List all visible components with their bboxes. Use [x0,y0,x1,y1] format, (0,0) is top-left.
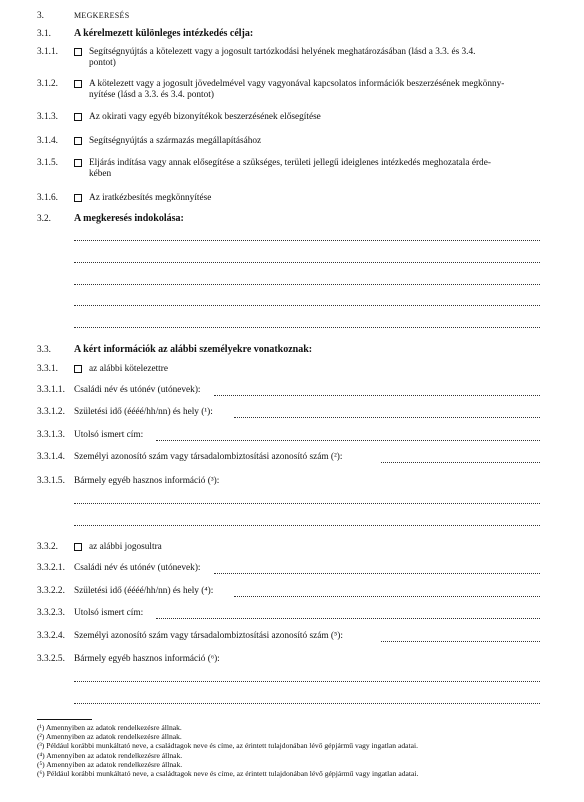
g2-f5-line-2[interactable] [74,703,540,704]
footnote-1: (¹) Amennyiben az adatok rendelkezésre állnak. [37,723,182,732]
item-313-checkbox[interactable] [74,113,82,121]
g1-f5-number: 3.3.1.5. [37,476,65,486]
footnote-separator [37,719,92,720]
g2-f3-field[interactable] [156,618,540,619]
s32-number: 3.2. [37,214,51,224]
g2-f4-label: Személyi azonosító szám vagy társadalombiztosítási azonosító szám (⁵): [74,631,343,641]
g2-label: az alábbi jogosultra [89,542,162,552]
g2-f3-label: Utolsó ismert cím: [74,608,144,618]
g1-f5-line-1[interactable] [74,503,540,504]
g1-f3-number: 3.3.1.3. [37,430,65,440]
item-313-number: 3.1.3. [37,112,58,122]
g1-f3-field[interactable] [156,440,540,441]
g1-f2-number: 3.3.1.2. [37,407,65,417]
item-311-label-line1: Segítségnyújtás a kötelezett vagy a jogosult tartózkodási helyének meghatározásában (lásd a 3.3. és 3.4. [89,47,476,57]
item-313-label: Az okirati vagy egyéb bizonyítékok beszerzésének elősegítése [89,112,321,122]
item-314-number: 3.1.4. [37,136,58,146]
reason-line-3[interactable] [74,284,540,285]
g1-f3-label: Utolsó ismert cím: [74,430,144,440]
g1-f2-field[interactable] [234,417,540,418]
reason-line-2[interactable] [74,262,540,263]
item-316-label: Az iratkézbesítés megkönnyítése [89,193,212,203]
g2-f1-label: Családi név és utónév (utónevek): [74,563,201,573]
g1-f1-number: 3.3.1.1. [37,385,65,395]
g1-f4-label: Személyi azonosító szám vagy társadalombiztosítási azonosító szám (²): [74,452,343,462]
g2-f5-label: Bármely egyéb hasznos információ (⁶): [74,654,220,664]
g2-f1-number: 3.3.2.1. [37,563,65,573]
footnote-3: (³) Például korábbi munkáltató neve, a családtagok neve és címe, az érintett tulajdonában lévő gépjármű vagy ingatlan adatai. [37,741,418,750]
g2-checkbox[interactable] [74,543,82,551]
g2-f2-number: 3.3.2.2. [37,586,65,596]
item-315-checkbox[interactable] [74,159,82,167]
g1-f4-field[interactable] [381,462,540,463]
item-314-label: Segítségnyújtás a származás megállapításához [89,136,262,146]
g2-f5-number: 3.3.2.5. [37,654,65,664]
item-316-checkbox[interactable] [74,194,82,202]
g1-f2-label: Születési idő (éééé/hh/nn) és hely (¹): [74,407,213,417]
footnote-2: (²) Amennyiben az adatok rendelkezésre állnak. [37,732,182,741]
item-315-label-line1: Eljárás indítása vagy annak elősegítése a szükséges, területi jellegű ideiglenes intézkedés meghozatala érde- [89,158,491,168]
item-315-label-line2: kében [89,169,112,179]
item-312-label-line2: nyítése (lásd a 3.3. és 3.4. pontot) [89,90,214,100]
g2-number: 3.3.2. [37,542,58,552]
item-314-checkbox[interactable] [74,137,82,145]
g2-f2-field[interactable] [234,596,540,597]
item-316-number: 3.1.6. [37,193,58,203]
item-312-number: 3.1.2. [37,79,58,89]
footnote-6: (⁶) Például korábbi munkáltató neve, a családtagok neve és címe, az érintett tulajdonában lévő gépjármű vagy ingatlan adatai. [37,769,419,778]
item-311-checkbox[interactable] [74,48,82,56]
g2-f1-field[interactable] [214,573,540,574]
g1-label: az alábbi kötelezettre [89,364,168,374]
footnote-5: (⁵) Amennyiben az adatok rendelkezésre állnak. [37,760,183,769]
item-315-number: 3.1.5. [37,158,58,168]
s32-title: A megkeresés indokolása: [74,213,184,224]
s31-number: 3.1. [37,29,51,39]
reason-line-5[interactable] [74,327,540,328]
footnote-4: (⁴) Amennyiben az adatok rendelkezésre állnak. [37,751,183,760]
g1-f1-label: Családi név és utónév (utónevek): [74,385,201,395]
reason-line-1[interactable] [74,240,540,241]
section-title: MEGKERESÉS [74,11,130,20]
g1-f5-line-2[interactable] [74,525,540,526]
g2-f4-field[interactable] [381,641,540,642]
section-number: 3. [37,11,44,21]
item-312-label-line1: A kötelezett vagy a jogosult jövedelmével vagy vagyonával kapcsolatos információk beszerzésének megkönny- [89,79,505,89]
g1-f5-label: Bármely egyéb hasznos információ (³): [74,476,220,486]
reason-line-4[interactable] [74,305,540,306]
g2-f3-number: 3.3.2.3. [37,608,65,618]
s31-title: A kérelmezett különleges intézkedés célja: [74,28,254,39]
g2-f5-line-1[interactable] [74,681,540,682]
g2-f2-label: Születési idő (éééé/hh/nn) és hely (⁴): [74,586,214,596]
s33-number: 3.3. [37,345,51,355]
item-311-label-line2: pontot) [89,58,116,68]
g1-f1-field[interactable] [214,395,540,396]
g1-number: 3.3.1. [37,364,58,374]
item-312-checkbox[interactable] [74,80,82,88]
s33-title: A kért információk az alábbi személyekre vonatkoznak: [74,344,313,355]
g2-f4-number: 3.3.2.4. [37,631,65,641]
g1-checkbox[interactable] [74,365,82,373]
item-311-number: 3.1.1. [37,47,58,57]
g1-f4-number: 3.3.1.4. [37,452,65,462]
